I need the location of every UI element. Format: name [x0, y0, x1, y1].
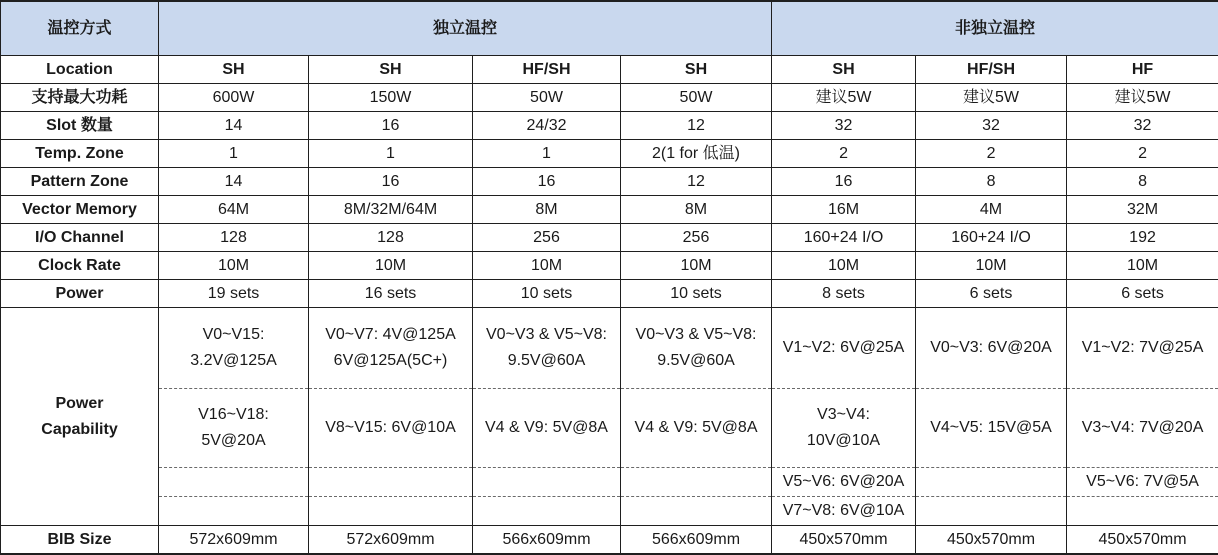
- cell-line: 5V@20A: [161, 428, 306, 454]
- row-label: BIB Size: [1, 526, 159, 555]
- cell: 566x609mm: [621, 526, 772, 555]
- cell-line: V0~V15:: [161, 322, 306, 348]
- cell: 150W: [309, 84, 473, 112]
- cell: 32M: [1067, 196, 1218, 224]
- row-power-capability-4: [1, 497, 1218, 526]
- cell: 16 sets: [309, 280, 473, 308]
- cell: 10M: [473, 252, 621, 280]
- row-label: I/O Channel: [1, 224, 159, 252]
- header-group-independent: 独立温控: [159, 1, 772, 56]
- cell: 160+24 I/O: [916, 224, 1067, 252]
- cell-line: 9.5V@60A: [475, 348, 618, 374]
- cell: 8M/32M/64M: [309, 196, 473, 224]
- row-slot: [1, 112, 1218, 140]
- cell: 160+24 I/O: [772, 224, 916, 252]
- cell: 192: [1067, 224, 1218, 252]
- cell: [159, 497, 309, 526]
- cell: 32: [1067, 112, 1218, 140]
- cell: [916, 497, 1067, 526]
- row-io-channel: [1, 224, 1218, 252]
- power-capability-label-line1: Power: [3, 391, 156, 417]
- cell: 8 sets: [772, 280, 916, 308]
- cell: 128: [159, 224, 309, 252]
- cell-line: V3~V4:: [774, 402, 913, 428]
- cell: 2(1 for 低温): [621, 140, 772, 168]
- row-vector-memory: [1, 196, 1218, 224]
- cell: 16M: [772, 196, 916, 224]
- row-bib-size: [1, 526, 1218, 555]
- cell: 19 sets: [159, 280, 309, 308]
- cell: 128: [309, 224, 473, 252]
- cell: 32: [916, 112, 1067, 140]
- cell: V4~V5: 15V@5A: [916, 389, 1067, 468]
- cell: 建议5W: [1067, 84, 1218, 112]
- cell: 14: [159, 168, 309, 196]
- cell: SH: [159, 56, 309, 84]
- cell: 14: [159, 112, 309, 140]
- cell: 16: [473, 168, 621, 196]
- cell: 450x570mm: [1067, 526, 1218, 555]
- cell: [159, 308, 309, 389]
- cell: 572x609mm: [159, 526, 309, 555]
- power-capability-label-line2: Capability: [3, 417, 156, 443]
- row-pattern-zone: [1, 168, 1218, 196]
- cell: [159, 468, 309, 497]
- cell: 8M: [621, 196, 772, 224]
- cell: V1~V2: 7V@25A: [1067, 308, 1218, 389]
- cell: 建议5W: [916, 84, 1067, 112]
- cell: 1: [159, 140, 309, 168]
- cell: [621, 468, 772, 497]
- row-label: Location: [1, 56, 159, 84]
- cell: 50W: [473, 84, 621, 112]
- cell: [309, 308, 473, 389]
- cell: 256: [473, 224, 621, 252]
- cell: 10M: [772, 252, 916, 280]
- cell: SH: [309, 56, 473, 84]
- row-label: Power: [1, 280, 159, 308]
- cell: 12: [621, 168, 772, 196]
- row-clock-rate: [1, 252, 1218, 280]
- cell: [309, 497, 473, 526]
- row-power-capability-2: [1, 389, 1218, 468]
- cell: 566x609mm: [473, 526, 621, 555]
- row-label: Slot 数量: [1, 112, 159, 140]
- cell: 12: [621, 112, 772, 140]
- cell: 1: [473, 140, 621, 168]
- cell: 4M: [916, 196, 1067, 224]
- cell: 10M: [1067, 252, 1218, 280]
- cell: HF: [1067, 56, 1218, 84]
- cell: 10M: [159, 252, 309, 280]
- cell: V5~V6: 7V@5A: [1067, 468, 1218, 497]
- cell: 64M: [159, 196, 309, 224]
- cell: 16: [309, 168, 473, 196]
- cell: [473, 497, 621, 526]
- cell: [473, 308, 621, 389]
- cell-line: V0~V3 & V5~V8:: [475, 322, 618, 348]
- row-label: Temp. Zone: [1, 140, 159, 168]
- cell: 10M: [916, 252, 1067, 280]
- cell: 1: [309, 140, 473, 168]
- cell: 572x609mm: [309, 526, 473, 555]
- cell: 450x570mm: [772, 526, 916, 555]
- cell: [473, 468, 621, 497]
- cell: 16: [309, 112, 473, 140]
- row-label: Clock Rate: [1, 252, 159, 280]
- cell: 2: [772, 140, 916, 168]
- cell: [621, 497, 772, 526]
- cell: 6 sets: [916, 280, 1067, 308]
- row-label: Vector Memory: [1, 196, 159, 224]
- row-power-capability-1: [1, 308, 1218, 389]
- cell: V7~V8: 6V@10A: [772, 497, 916, 526]
- row-temp-zone: [1, 140, 1218, 168]
- cell-line: V0~V7: 4V@125A: [311, 322, 470, 348]
- cell: V4 & V9: 5V@8A: [621, 389, 772, 468]
- cell: [1067, 497, 1218, 526]
- cell-line: 6V@125A(5C+): [311, 348, 470, 374]
- header-label: 温控方式: [1, 1, 159, 56]
- cell: [309, 468, 473, 497]
- cell: V3~V4: 7V@20A: [1067, 389, 1218, 468]
- row-location: [1, 56, 1218, 84]
- row-power: [1, 280, 1218, 308]
- power-capability-label: [1, 308, 159, 526]
- cell: 10M: [621, 252, 772, 280]
- cell-line: 10V@10A: [774, 428, 913, 454]
- cell: 24/32: [473, 112, 621, 140]
- cell: 8: [916, 168, 1067, 196]
- cell: 16: [772, 168, 916, 196]
- cell: V5~V6: 6V@20A: [772, 468, 916, 497]
- cell: 256: [621, 224, 772, 252]
- cell: HF/SH: [916, 56, 1067, 84]
- cell: HF/SH: [473, 56, 621, 84]
- cell: SH: [621, 56, 772, 84]
- cell: 2: [916, 140, 1067, 168]
- cell: 8M: [473, 196, 621, 224]
- cell: V0~V3: 6V@20A: [916, 308, 1067, 389]
- cell: V8~V15: 6V@10A: [309, 389, 473, 468]
- cell: 600W: [159, 84, 309, 112]
- cell-line: 9.5V@60A: [623, 348, 769, 374]
- cell: V1~V2: 6V@25A: [772, 308, 916, 389]
- header-row: [1, 1, 1218, 56]
- cell-line: 3.2V@125A: [161, 348, 306, 374]
- cell: 10 sets: [473, 280, 621, 308]
- row-max-power: [1, 84, 1218, 112]
- cell: 8: [1067, 168, 1218, 196]
- cell: 10M: [309, 252, 473, 280]
- cell: SH: [772, 56, 916, 84]
- cell: [772, 389, 916, 468]
- cell: 6 sets: [1067, 280, 1218, 308]
- cell: 32: [772, 112, 916, 140]
- cell: [916, 468, 1067, 497]
- cell: 2: [1067, 140, 1218, 168]
- row-label: Pattern Zone: [1, 168, 159, 196]
- cell: V4 & V9: 5V@8A: [473, 389, 621, 468]
- cell-line: V0~V3 & V5~V8:: [623, 322, 769, 348]
- cell: [159, 389, 309, 468]
- cell-line: V16~V18:: [161, 402, 306, 428]
- cell: 450x570mm: [916, 526, 1067, 555]
- cell: 10 sets: [621, 280, 772, 308]
- row-label: 支持最大功耗: [1, 84, 159, 112]
- row-power-capability-3: [1, 468, 1218, 497]
- cell: 建议5W: [772, 84, 916, 112]
- cell: 50W: [621, 84, 772, 112]
- header-group-non-independent: 非独立温控: [772, 1, 1218, 56]
- cell: [621, 308, 772, 389]
